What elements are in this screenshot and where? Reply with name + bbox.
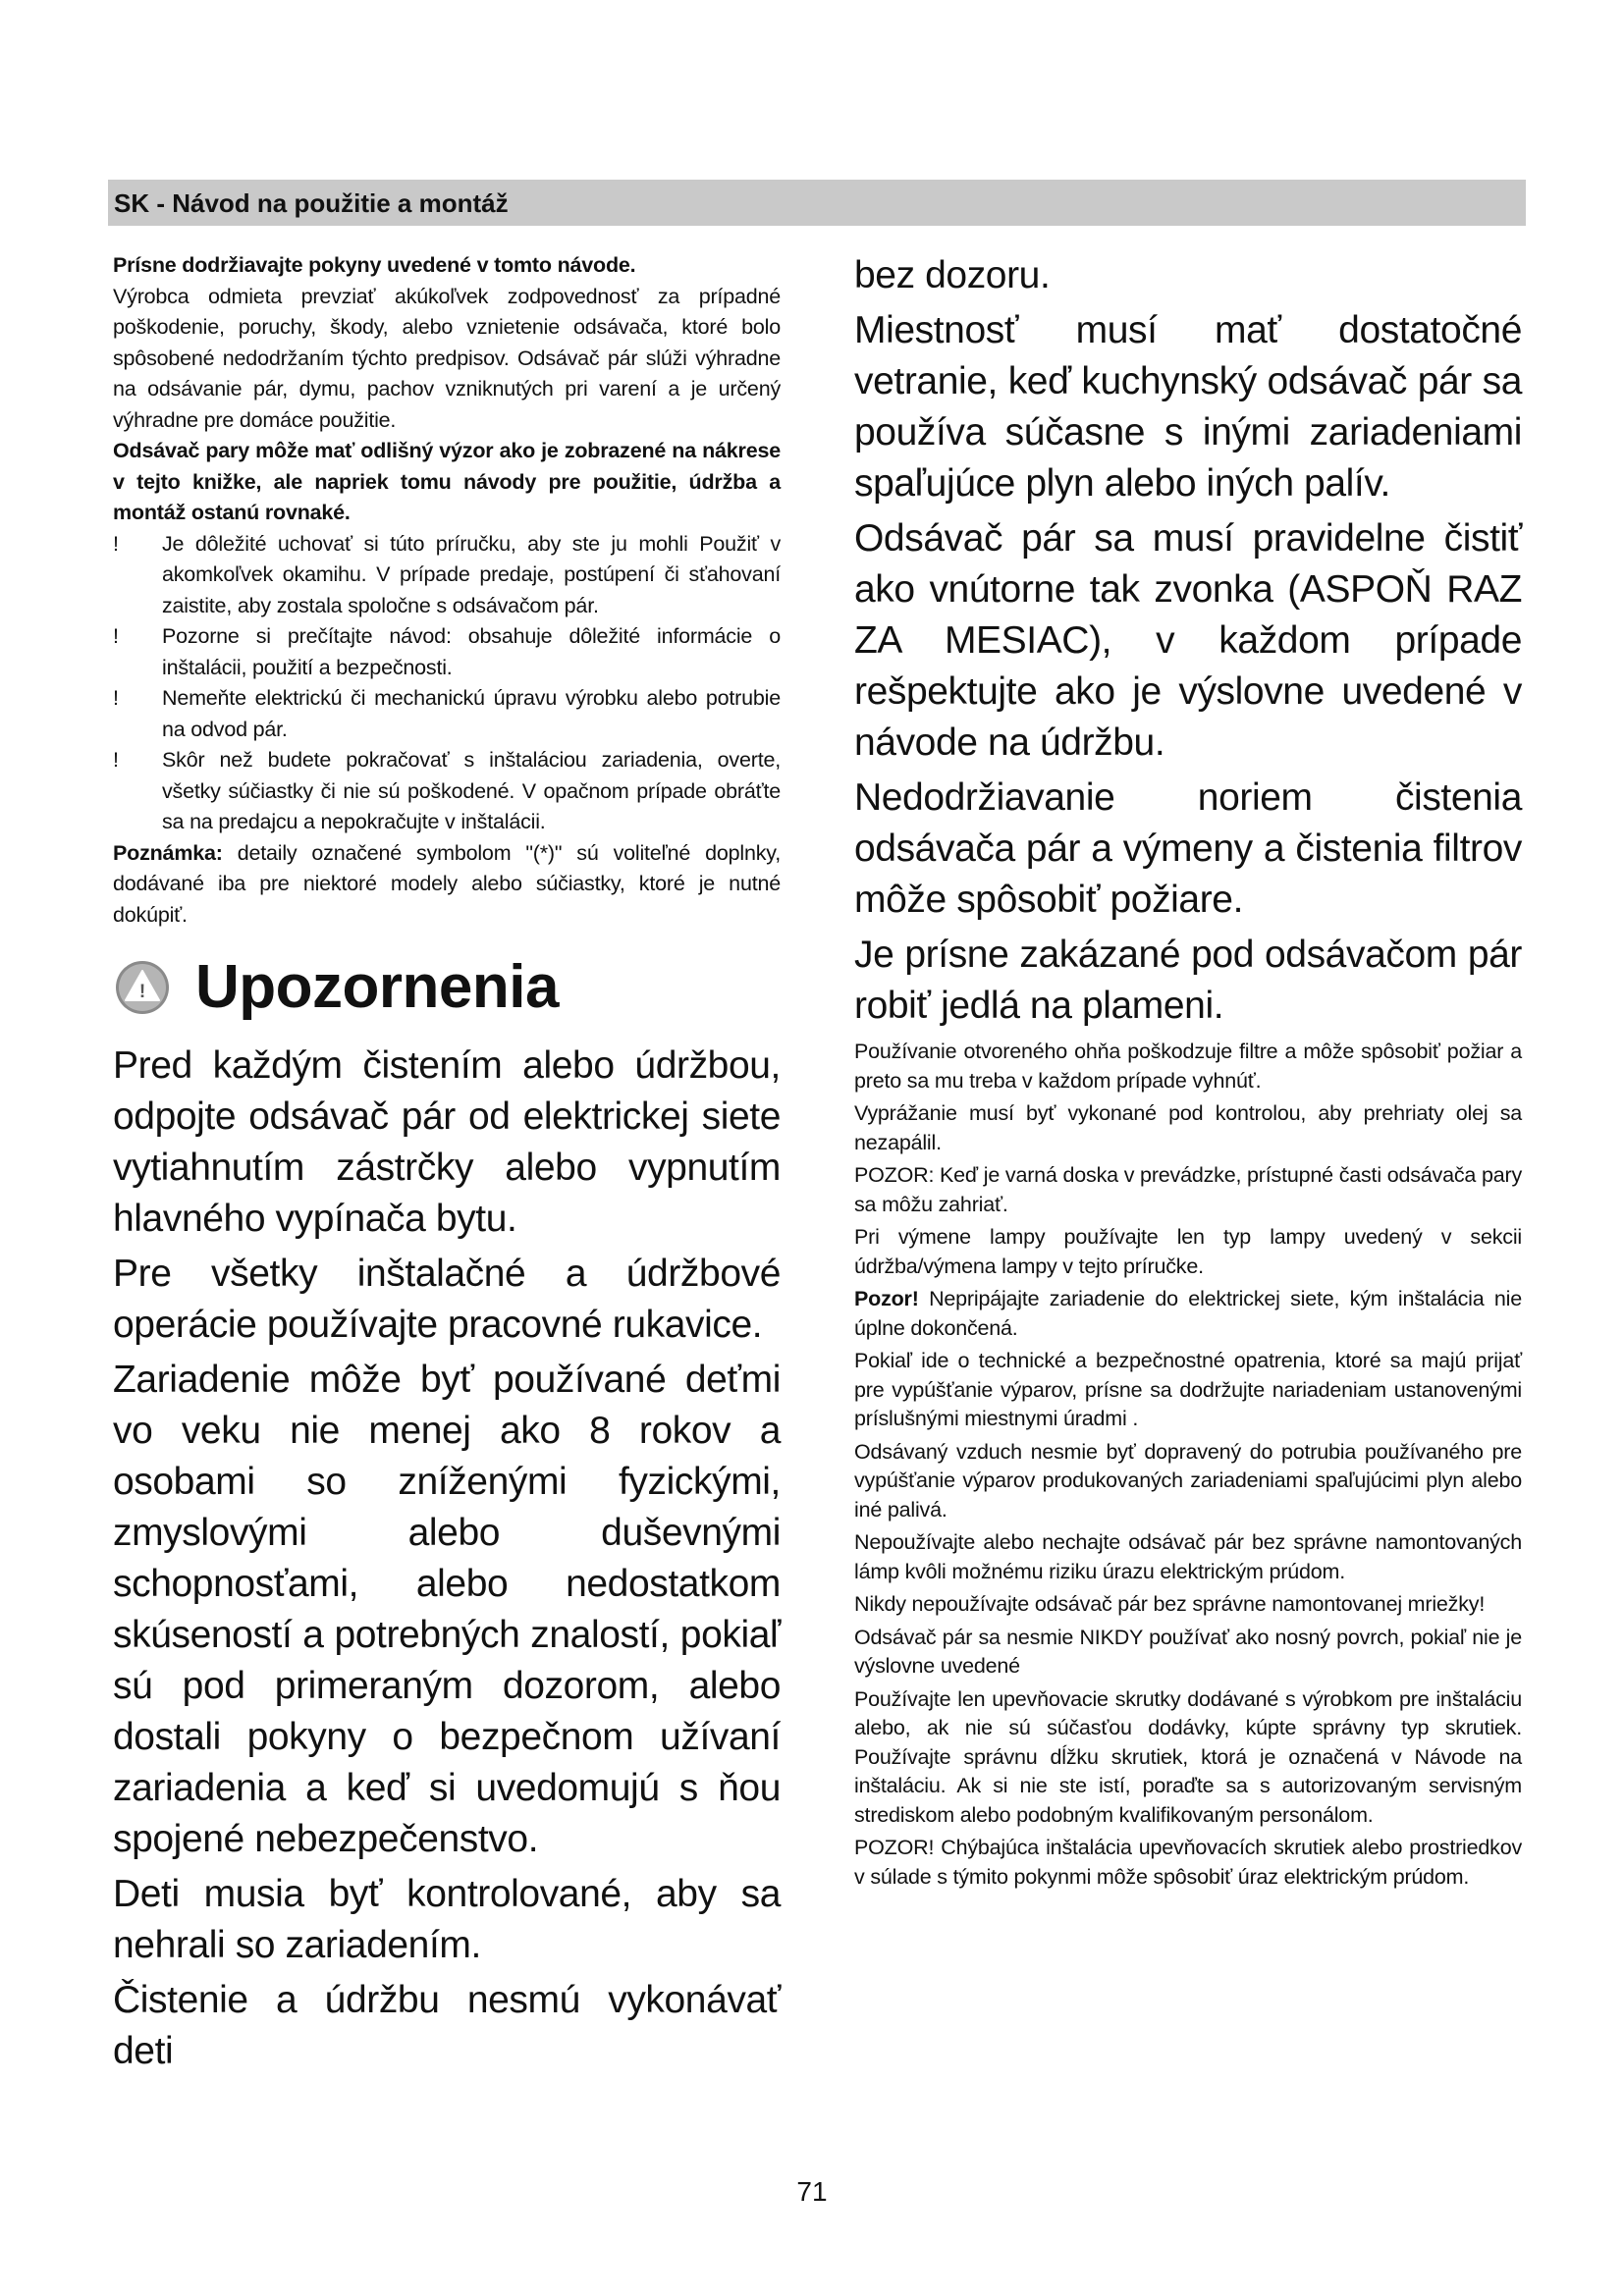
bullet-text: Nemeňte elektrickú či mechanickú úpravu výrobku alebo potrubie na odvod pár. (162, 686, 781, 741)
safety-note (854, 1347, 1522, 1434)
safety-note (854, 1161, 1522, 1219)
safety-note (854, 1834, 1522, 1892)
warning-paragraph: Pred každým čistením alebo údržbou, odpojte odsávač pár od elektrickej siete vytiahnutím zástrčky alebo vypnutím hlavného vypínača bytu. (113, 1044, 781, 1240)
warning-paragraph: Zariadenie môže byť používané deťmi vo veku nie menej ako 8 rokov a osobami so zníženými fyzickými, zmyslovými alebo duševnými schopnosťami, alebo nedostatkom skúseností a potrebných znalostí, pokiaľ sú pod primeraným dozorom, alebo dostali pokyny o bezpečnom užívaní zariadenia a keď si uvedomujú s ňou spojené nebezpečenstvo. (113, 1359, 781, 1860)
safety-note-text: Vyprážanie musí byť vykonané pod kontrolou, aby prehriaty olej sa nezapálil. (854, 1101, 1522, 1154)
bullet-item (113, 621, 781, 683)
intro-bold: Prísne dodržiavajte pokyny uvedené v tomto návode. (113, 253, 636, 277)
page-number: 71 (796, 2176, 828, 2207)
section-header (108, 180, 1526, 226)
safety-note (854, 1528, 1522, 1586)
bullet-mark: ! (113, 748, 119, 772)
safety-note-text: Odsávač pár sa nesmie NIKDY používať ako nosný povrch, pokiaľ nie je výslovne uvedené (854, 1625, 1522, 1678)
warning-paragraph: Pre všetky inštalačné a údržbové operácie používajte pracovné rukavice. (113, 1253, 781, 1346)
warning-paragraph: Nedodržiavanie noriem čistenia odsávača pár a výmeny a čistenia filtrov môže spôsobiť požiare. (854, 776, 1522, 921)
bullet-item (113, 745, 781, 838)
safety-note-text: Nepoužívajte alebo nechajte odsávač pár bez správne namontovaných lámp kvôli možnému riziku úrazu elektrickým prúdom. (854, 1530, 1522, 1583)
safety-note-text: POZOR: Keď je varná doska v prevádzke, prístupné časti odsávača pary sa môžu zahriať. (854, 1163, 1522, 1216)
warning-paragraph: bez dozoru. (854, 254, 1051, 296)
bullet-item (113, 529, 781, 622)
safety-note (854, 1038, 1522, 1095)
warning-paragraph: Odsávač pár sa musí pravidelne čistiť ako vnútorne tak zvonka (ASPOŇ RAZ ZA MESIAC), v každom prípade rešpektujte ako je výslovne uvedené v návode na údržbu. (854, 517, 1522, 764)
warning-paragraph: Je prísne zakázané pod odsávačom pár robiť jedlá na plameni. (854, 934, 1522, 1027)
section-title: SK - Návod na použitie a montáž (114, 188, 509, 218)
safety-note (854, 1438, 1522, 1525)
safety-note (854, 1624, 1522, 1682)
note-label: Poznámka: (113, 840, 223, 865)
warning-paragraph: Deti musia byť kontrolované, aby sa nehrali so zariadením. (113, 1873, 781, 1966)
safety-note-text: POZOR! Chýbajúca inštalácia upevňovacích skrutiek alebo prostriedkov v súlade s týmito pokynmi môže spôsobiť úraz elektrickým prúdom. (854, 1836, 1522, 1889)
bullet-mark: ! (113, 624, 119, 648)
safety-note-lead: Pozor! (854, 1287, 919, 1310)
note-text: detaily označené symbolom "(*)" sú voliteľné doplnky, dodávané iba pre niektoré modely alebo súčiastky, ktoré je nutné dokúpiť. (113, 840, 781, 927)
intro-text: Výrobca odmieta prevziať akúkoľvek zodpovednosť za prípadné poškodenie, poruchy, škody, alebo vznietenie odsávača, ktoré bolo spôsobené nedodržaním týchto predpisov. Odsávač pár slúži výhradne na odsávanie pár, dymu, pachov vzniknutých pri varení a je určený výhradne pre domáce použitie. (113, 284, 781, 432)
right-column (854, 250, 1522, 1892)
warnings-title: Upozornenia (195, 953, 559, 1021)
warning-paragraph: Čistenie a údržbu nesmú vykonávať deti (113, 1979, 781, 2072)
bullet-item (113, 683, 781, 745)
bullet-mark: ! (113, 686, 119, 710)
safety-note-text: Používanie otvoreného ohňa poškodzuje filtre a môže spôsobiť požiar a preto sa mu treba v každom prípade vyhnúť. (854, 1040, 1522, 1093)
left-column (113, 250, 781, 2077)
safety-note (854, 1685, 1522, 1831)
bullet-mark: ! (113, 531, 119, 556)
warnings-heading (113, 948, 781, 1027)
safety-note (854, 1590, 1522, 1620)
safety-note (854, 1285, 1522, 1343)
bullet-text: Pozorne si prečítajte návod: obsahuje dôležité informácie o inštalácii, použití a bezpečnosti. (162, 624, 781, 679)
safety-note-text: Nepripájajte zariadenie do elektrickej siete, kým inštalácia nie úplne dokončená. (854, 1287, 1522, 1340)
safety-note-text: Používajte len upevňovacie skrutky dodávané s výrobkom pre inštaláciu alebo, ak nie sú súčasťou dodávky, kúpte správny typ skrutiek. Používajte správnu dĺžku skrutiek, ktorá je označená v Návode na inštaláciu. Ak si nie ste istí, poraďte sa s autorizovaným servisným strediskom alebo podobným kvalifikovaným personálom. (854, 1686, 1522, 1827)
safety-note-text: Odsávaný vzduch nesmie byť dopravený do potrubia používaného pre vypúšťanie výparov produkovaných zariadeniami spaľujúcimi plyn alebo iné palivá. (854, 1439, 1522, 1522)
design-note: Odsávač pary môže mať odlišný výzor ako je zobrazené na nákrese v tejto knižke, ale napriek tomu návody pre použitie, údržba a montáž ostanú rovnaké. (113, 439, 781, 524)
safety-note-text: Pri výmene lampy používajte len typ lampy uvedený v sekcii údržba/výmena lampy v tejto príručke. (854, 1225, 1522, 1278)
safety-note (854, 1223, 1522, 1281)
bullet-text: Skôr než budete pokračovať s inštaláciou zariadenia, overte, všetky súčiastky či nie sú poškodené. V opačnom prípade obráťte sa na predajcu a nepokračujte v inštalácii. (162, 748, 781, 833)
note (113, 838, 781, 932)
safety-note-text: Nikdy nepoužívajte odsávač pár bez správne namontovanej mriežky! (854, 1592, 1486, 1616)
bullet-text: Je dôležité uchovať si túto príručku, aby ste ju mohli Použiť v akomkoľvek okamihu. V prípade predaje, postúpení či sťahovaní zaistite, aby zostala spoločne s odsávačom pár. (162, 531, 781, 617)
safety-note (854, 1099, 1522, 1157)
warning-paragraph: Miestnosť musí mať dostatočné vetranie, keď kuchynský odsávač pár sa používa súčasne s inými zariadeniami spaľujúce plyn alebo iných palív. (854, 309, 1522, 505)
warning-icon (115, 960, 170, 1015)
safety-note-text: Pokiaľ ide o technické a bezpečnostné opatrenia, ktoré sa majú prijať pre vypúšťanie výparov, prísne sa dodržujte nariadeniam ustanovenými príslušnými miestnymi úradmi . (854, 1349, 1522, 1430)
warning-icon-symbol: ! (138, 982, 146, 1002)
